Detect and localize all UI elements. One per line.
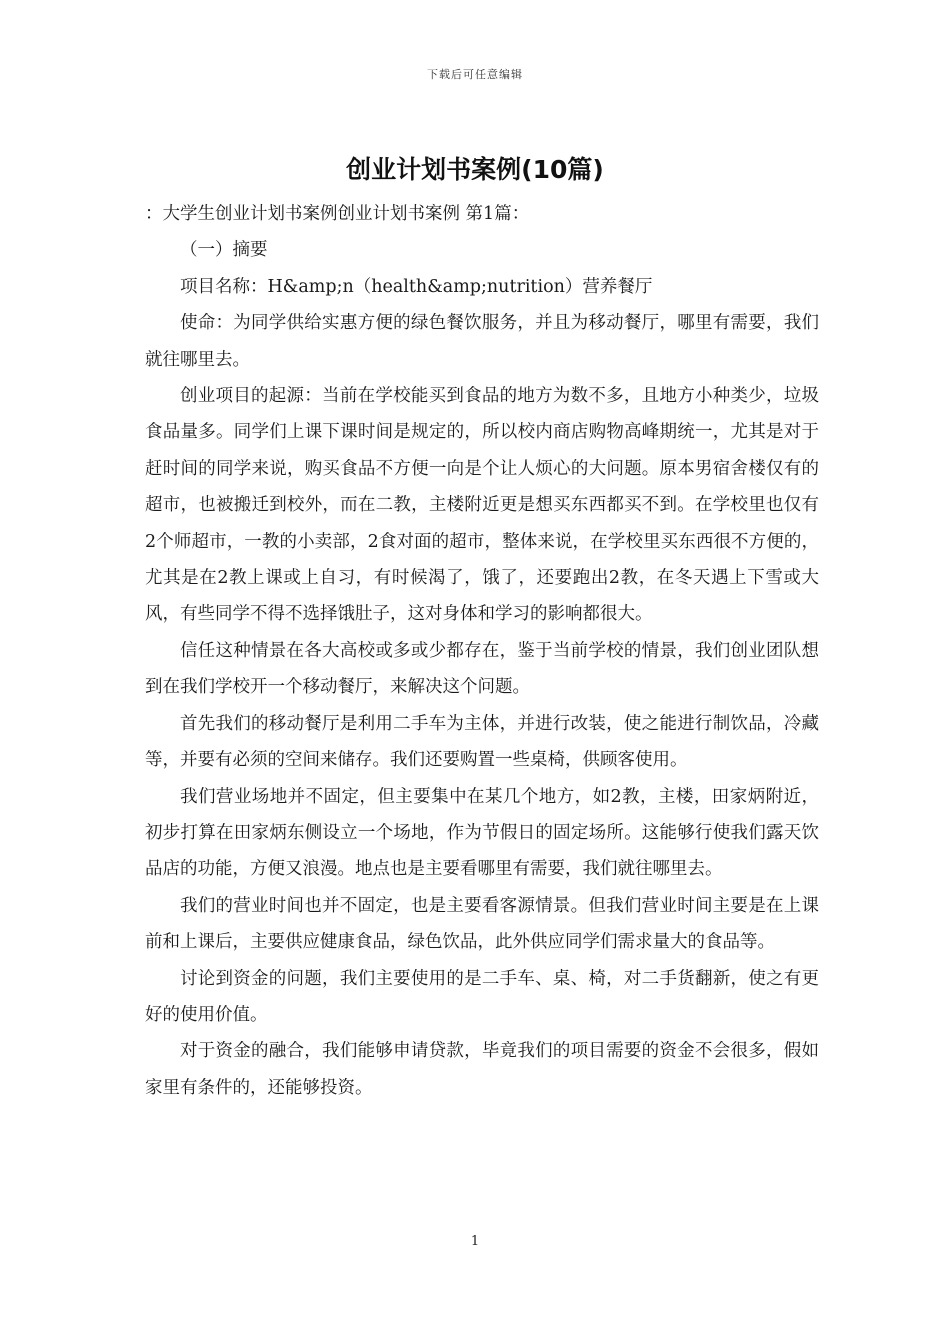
body-paragraph: 讨论到资金的问题，我们主要使用的是二手车、桌、椅，对二手货翻新，使之有更好的使用价值。 [145, 968, 819, 1025]
page-number: 1 [470, 1234, 480, 1249]
document-body [145, 196, 819, 1106]
body-paragraph: 对于资金的融合，我们能够申请贷款，毕竟我们的项目需要的资金不会很多，假如家里有条件的，还能够投资。 [145, 1041, 819, 1098]
summary-heading: （一）摘要 [180, 240, 268, 261]
origin-paragraph: 创业项目的起源：当前在学校能买到食品的地方为数不多，且地方小种类少，垃圾食品量多。同学们上课下课时间是规定的，所以校内商店购物高峰期统一，尤其是对于赶时间的同学来说，购买食品不方便一向是个让人烦心的大问题。原本男宿舍楼仅有的超市，也被搬迁到校外，而在二教，主楼附近更是想买东西都买不到。在学校里也仅有2个师超市，一教的小卖部，2食对面的超市，整体来说，在学校里买东西很不方便的，尤其是在2教上课或上自习，有时候渴了，饿了，还要跑出2教，在冬天遇上下雪或大风，有些同学不得不选择饿肚子，这对身体和学习的影响都很大。 [145, 386, 819, 625]
body-paragraph: 我们营业场地并不固定，但主要集中在某几个地方，如2教，主楼，田家炳附近，初步打算在田家炳东侧设立一个场地，作为节假日的固定场所。这能够行使我们露天饮品店的功能，方便又浪漫。地点也是主要看哪里有需要，我们就往哪里去。 [145, 786, 819, 880]
mission-paragraph: 使命：为同学供给实惠方便的绿色餐饮服务，并且为移动餐厅，哪里有需要，我们就往哪里去。 [145, 313, 819, 370]
project-name-paragraph: 项目名称：H&amp;n（health&amp;nutrition）营养餐厅 [180, 276, 653, 297]
section-heading: ：大学生创业计划书案例创业计划书案例 第1篇： [145, 204, 530, 224]
body-paragraph: 我们的营业时间也并不固定，也是主要看客源情景。但我们营业时间主要是在上课前和上课后，主要供应健康食品，绿色饮品，此外供应同学们需求量大的食品等。 [145, 895, 819, 953]
page-header-note: 下载后可任意编辑 [427, 68, 523, 81]
body-paragraph: 首先我们的移动餐厅是利用二手车为主体，并进行改装，使之能进行制饮品，冷藏等，并要有必须的空间来储存。我们还要购置一些桌椅，供顾客使用。 [145, 713, 819, 771]
document-title: 创业计划书案例(10篇) [346, 155, 604, 184]
body-paragraph: 信任这种情景在各大高校或多或少都存在，鉴于当前学校的情景，我们创业团队想到在我们学校开一个移动餐厅，来解决这个问题。 [145, 640, 819, 698]
